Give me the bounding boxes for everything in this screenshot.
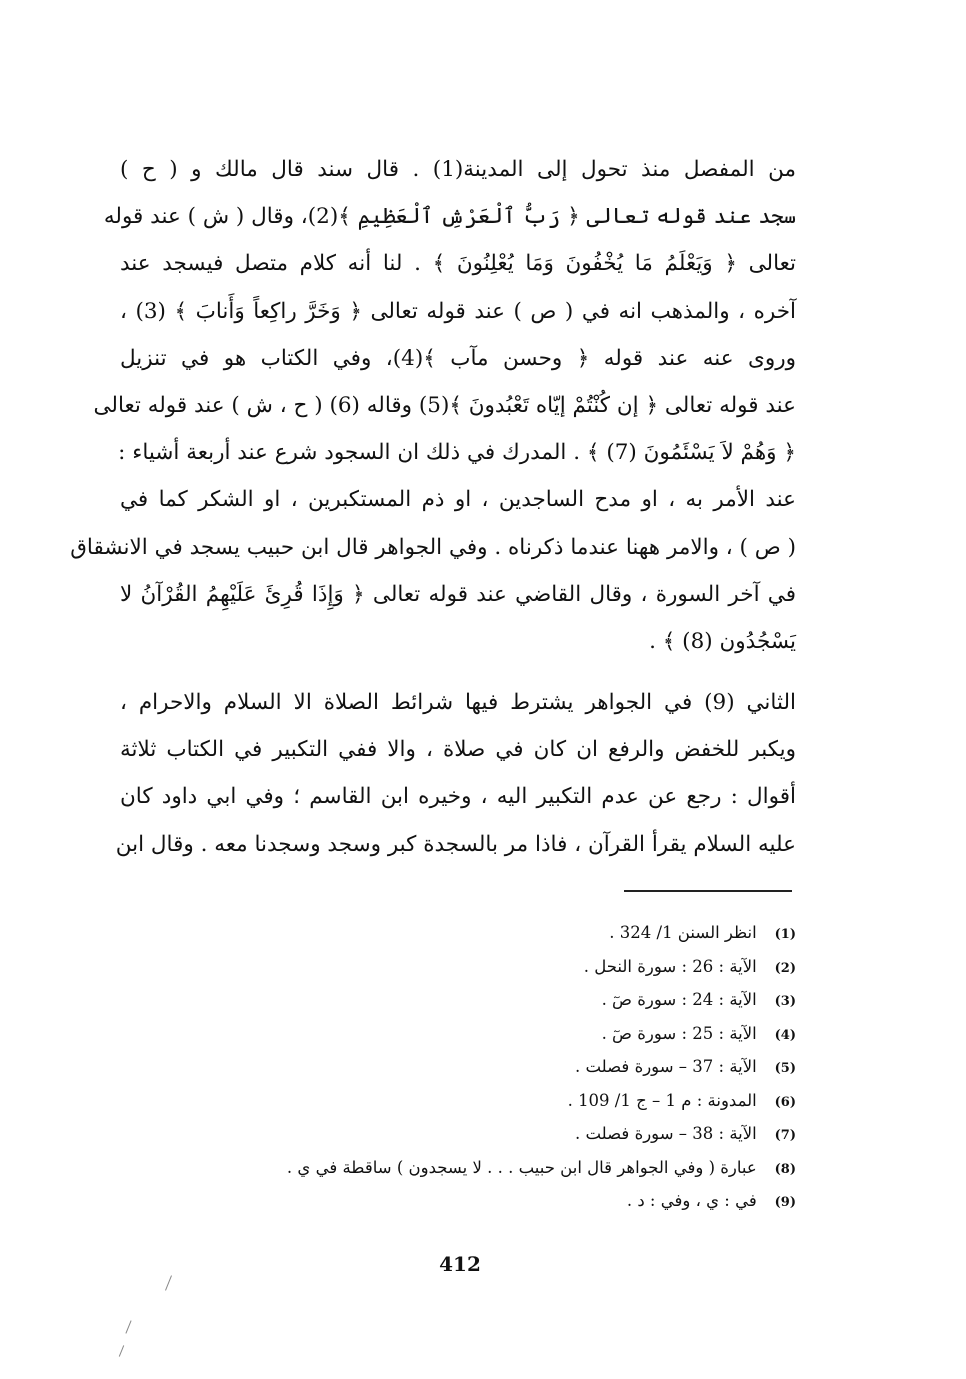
text-line: ( ص ) ، والامر ههنا عندما ذكرناه . وفي الجواهر قال ابن حبيب يسجد في الانشقاق xyxy=(70,534,796,560)
text-line: ويكبر للخفض والرفع ان كان في صلاة ، والا ففي التكبير في الكتاب ثلاثة xyxy=(120,737,796,763)
footnote-number: (3) xyxy=(774,994,796,1009)
footnote-number: (7) xyxy=(774,1128,796,1143)
footnote-text: الآية : 38 – سورة فصلت . xyxy=(574,1124,757,1143)
footnote-item xyxy=(176,1117,796,1151)
text-line: آخره ، والمذهب انه في ( ص ) عند قوله تعالى ﴿ وَخَرَّ راكِعاً وَأَنابَ ﴾ (3) ، xyxy=(120,298,796,324)
text-line: عند الأمر به ، او مدح الساجدين ، او ذم المستكبرين ، او الشكر كما في xyxy=(120,487,796,513)
scan-artifact xyxy=(119,1345,124,1357)
text-line: تعالى ﴿ وَيَعْلَمُ مَا يُخْفُونَ وَمَا يُعْلِنُونَ ﴾ . لنا أنه كلام متصل فيسجد عند xyxy=(120,251,796,277)
text-line: أقوال : رجع عن عدم التكبير اليه ، وخيره ابن القاسم ؛ وفي ابي داود كان xyxy=(120,784,796,810)
footnote-number: (1) xyxy=(774,927,796,942)
main-text-block xyxy=(70,146,797,868)
footnote-number: (5) xyxy=(774,1061,796,1076)
footnote-item xyxy=(176,1151,796,1185)
text-line: عليه السلام يقرأ القرآن ، فاذا مر بالسجدة كبر وسجد وسجدنا معه . وقال ابن xyxy=(115,831,796,857)
footnote-item xyxy=(176,916,796,950)
footnote-item xyxy=(176,1017,796,1051)
text-line: عند قوله تعالى ﴿ إن كُنْتُمْ إيّاه تَعْبُدونَ ﴾(5) وقاله (6) ( ح ، ش ) عند قوله تعالى xyxy=(93,392,796,418)
scan-artifact xyxy=(165,1275,172,1290)
footnote-text: الآية : 26 : سورة النحل . xyxy=(583,956,757,976)
footnote-separator xyxy=(624,890,792,892)
footnote-text: الآية : 24 : سورة صٓ . xyxy=(601,990,757,1009)
text-line: سجد عند قوله تعالى ﴿ رَبُّ ٱلْعَرْشِ ٱلْعَظِيمِ ﴾(2)، وقال ( ش ) عند قوله xyxy=(103,204,796,230)
footnote-text: في : ي ، وفي : د . xyxy=(626,1191,757,1210)
footnote-text: الآية : 37 – سورة فصلت . xyxy=(574,1057,757,1076)
text-line: ﴿ وَهُمْ لاَ يَسْئَمُونَ (7) ﴾ . المدرك في ذلك ان السجود شرع عند أربعة أشياء : xyxy=(118,440,796,466)
footnote-item xyxy=(176,950,796,984)
text-line: من المفصل منذ تحول إلى المدينة(1) . قال سند قال مالك و ( ح ) xyxy=(120,157,796,182)
footnote-text: عبارة ( وفي الجواهر قال ابن حبيب . . . لا يسجدون ) ساقطة في ي . xyxy=(286,1157,757,1177)
footnote-number: (2) xyxy=(774,960,796,976)
footnotes xyxy=(176,916,796,1218)
footnote-number: (9) xyxy=(774,1195,796,1210)
text-line: في آخر السورة ، وقال القاضي عند قوله تعالى ﴿ وَإِذَا قُرِئَ عَلَيْهِمُ القُرْآنُ لا xyxy=(120,581,796,607)
footnote-text: انظر السنن 1/ 324 . xyxy=(609,923,757,942)
footnote-item xyxy=(176,1050,796,1084)
footnote-item xyxy=(176,983,796,1017)
text-line: يَسْجُدُون (8) ﴾ . xyxy=(649,628,796,654)
footnote-number: (4) xyxy=(774,1027,796,1043)
footnote-text: المدونة : م 1 – ج 1/ 109 . xyxy=(567,1090,757,1110)
text-line: الثاني (9) في الجواهر يشترط فيها شرائط الصلاة الا السلام والاحرام ، xyxy=(120,690,796,716)
paragraph-gap xyxy=(120,665,796,679)
footnote-number: (6) xyxy=(774,1094,796,1110)
page-number: 412 xyxy=(439,1252,481,1276)
footnote-item xyxy=(176,1184,796,1218)
scan-artifact xyxy=(125,1320,131,1333)
footnote-number: (8) xyxy=(774,1161,796,1177)
text-line: وروى عنه عند قوله ﴿ وحسن مآب ﴾(4)، وفي الكتاب هو في تنزيل xyxy=(120,345,797,371)
footnote-item xyxy=(176,1084,796,1118)
footnote-text: الآية : 25 : سورة صٓ . xyxy=(601,1023,757,1043)
